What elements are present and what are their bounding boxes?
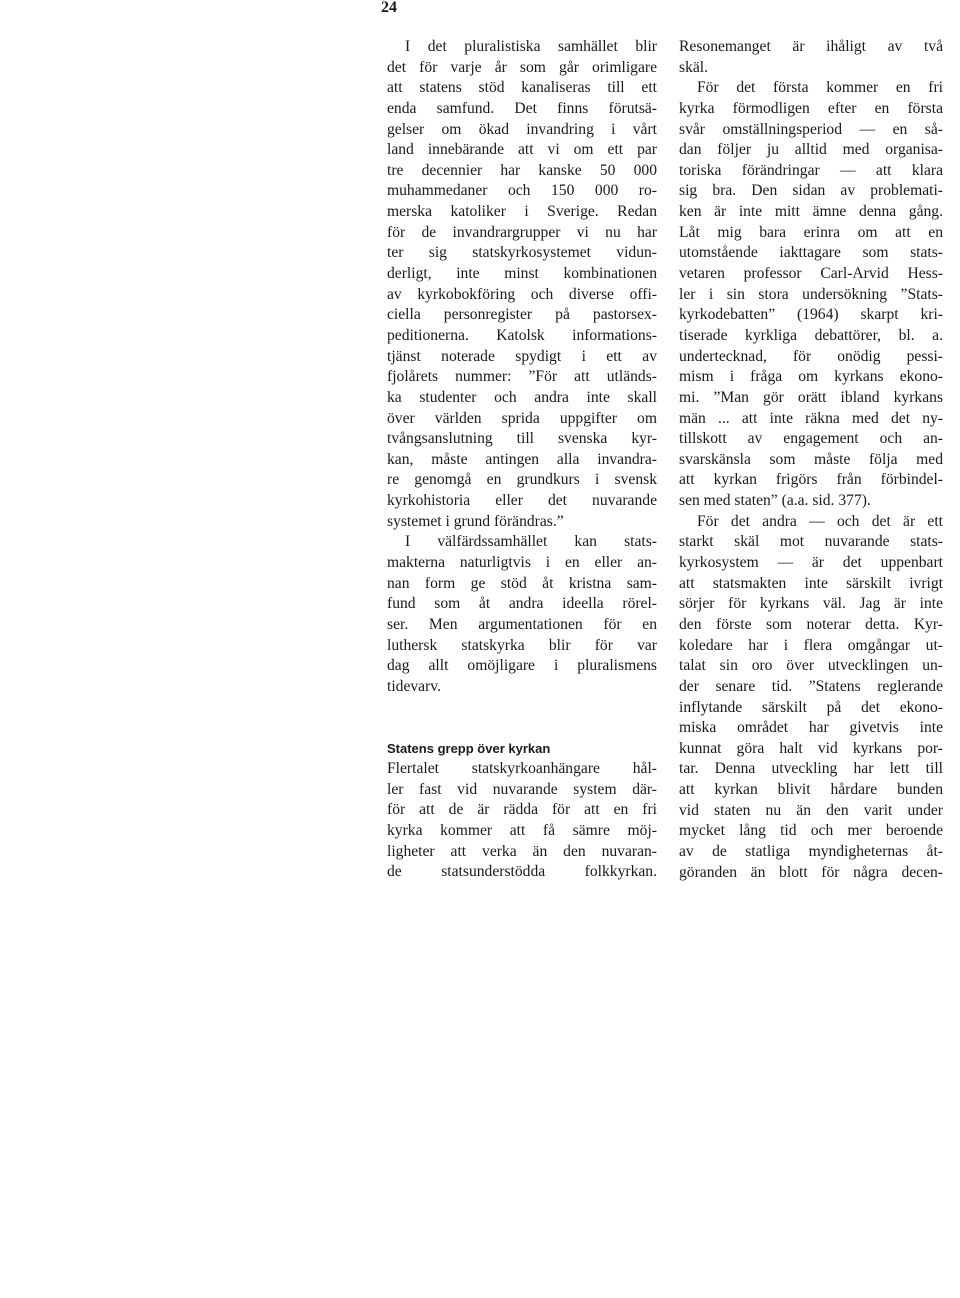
text-line: mism i fråga om kyrkans ekono- (679, 368, 943, 386)
text-line: tar. Denna utveckling har lett till (679, 760, 943, 778)
text-line: ter sig statskyrkosystemet vidun- (387, 244, 657, 262)
text-line: nan form ge stöd åt kristna sam- (387, 574, 657, 592)
text-line: I det pluralistiska samhället blir (405, 38, 657, 55)
text-line: tvångsanslutning till svenska kyr- (387, 430, 657, 448)
text-line: de statsunderstödda folkkyrkan. (387, 863, 657, 881)
text-line: Låt mig bara erinra om att en (679, 223, 943, 241)
text-line: luthersk statskyrka blir för var (387, 636, 657, 654)
text-line: gelser om ökad invandring i vårt (387, 120, 657, 138)
text-line: tiserade kyrkliga debattörer, bl. a. (679, 326, 943, 344)
text-line: att statens stöd kanaliseras till ett (387, 79, 657, 97)
text-line: den förste som noterar detta. Kyr- (679, 615, 943, 633)
text-line: Flertalet statskyrkoanhängare hål- (387, 760, 657, 778)
text-line: inflytande särskilt på det ekono- (679, 698, 943, 716)
paragraph (387, 759, 657, 883)
section-heading: Statens grepp över kyrkan (387, 740, 551, 756)
text-line: der senare tid. ”Statens reglerande (679, 677, 943, 695)
text-line: toriska förändringar — att klara (679, 161, 943, 179)
text-line: av kyrkobokföring och diverse offi- (387, 285, 657, 303)
text-line: män ... att inte räkna med det ny- (679, 409, 943, 427)
text-line: tidevarv. (387, 677, 441, 695)
text-line: det för varje år som går orimligare (387, 58, 657, 76)
text-line: koledare har i flera omgångar ut- (679, 636, 943, 654)
text-line: utomstående iakttagare som stats- (679, 244, 943, 262)
text-line: kyrkohistoria eller det nuvarande (387, 492, 657, 510)
text-line: för de invandrargrupper vi nu har (387, 223, 657, 241)
paragraph (679, 78, 943, 511)
text-line: ser. Men argumentationen för en (387, 615, 657, 633)
text-line: att kyrkan frigörs från förbindel- (679, 471, 943, 489)
text-line: undertecknad, för onödig pessi- (679, 347, 943, 365)
text-line: ligheter att verka än den nuvaran- (387, 842, 657, 860)
text-line: kunnat göra halt vid kyrkans por- (679, 739, 943, 757)
text-line: sig bra. Den sidan av problemati- (679, 182, 943, 200)
text-line: mi. ”Man gör orätt ibland kyrkans (679, 388, 943, 406)
text-line: att kyrkan blivit hårdare bunden (679, 781, 943, 799)
text-line: över världen sprida uppgifter om (387, 409, 657, 427)
text-line: kyrka förmodligen efter en första (679, 99, 943, 117)
text-line: vid staten nu än den varit under (679, 801, 943, 819)
paragraph (679, 37, 943, 78)
text-line: tillskott av engagement och an- (679, 430, 943, 448)
paragraph (387, 37, 657, 532)
text-line: re genomgå en grundkurs i svensk (387, 471, 657, 489)
text-line: göranden än blott för några decen- (679, 863, 943, 881)
text-line: derligt, inte minst kombinationen (387, 265, 657, 283)
text-line: vetaren professor Carl-Arvid Hess- (679, 265, 943, 283)
text-line: skäl. (679, 58, 709, 76)
page-number: 24 (381, 0, 397, 16)
text-line: ken är inte mitt ämne denna gång. (679, 203, 943, 221)
text-line: I välfärdssamhället kan stats- (405, 533, 657, 551)
text-line: peditionerna. Katolsk informations- (387, 326, 657, 344)
text-line: tjänst noterade spydigt i ett av (387, 347, 657, 365)
text-line: svarskänsla som måste följa med (679, 450, 943, 468)
text-line: att statsmakten inte särskilt ivrigt (679, 574, 943, 592)
text-line: kyrkodebatten” (1964) skarpt kri- (679, 306, 943, 324)
text-line: talat sin oro över utvecklingen un- (679, 657, 943, 675)
text-line: dan följer ju alltid med organisa- (679, 141, 943, 159)
text-line: fund som åt andra ideella rörel- (387, 595, 657, 613)
text-line: sen med staten” (a.a. sid. 377). (679, 492, 871, 510)
text-line: svår omställningsperiod — en så- (679, 120, 943, 138)
text-line: miska området har givetvis inte (679, 719, 943, 737)
text-line: muhammedaner och 150 000 ro- (387, 182, 657, 200)
paragraph (387, 532, 657, 697)
text-line: av de statliga myndigheternas åt- (679, 842, 943, 860)
text-line: ciella personregister på pastorsex- (387, 306, 657, 324)
text-line: makterna naturligtvis i en eller an- (387, 554, 657, 572)
text-line: sörjer för kyrkans väl. Jag är inte (679, 595, 943, 613)
section-gap (387, 698, 657, 739)
text-line: för att de är rädda för att en fri (387, 801, 657, 819)
text-line: fjolårets nummer: ”För att utländs- (387, 368, 657, 386)
text-line: kyrkosystem — är det uppenbart (679, 554, 943, 572)
text-line: ler i sin stora undersökning ”Stats- (679, 285, 943, 303)
text-line: ka studenter och andra inte skall (387, 388, 657, 406)
text-line: mycket lång tid och mer beroende (679, 822, 943, 840)
text-line: enda samfund. Det finns förutsä- (387, 99, 657, 117)
left-column (387, 37, 657, 883)
text-line: systemet i grund förändras.” (387, 512, 564, 530)
text-line: starkt skäl mot nuvarande stats- (679, 533, 943, 551)
text-line: merska katoliker i Sverige. Redan (387, 203, 657, 221)
text-line: land innebärande att vi om ett par (387, 141, 657, 159)
text-line: tre decennier har kanske 50 000 (387, 161, 657, 179)
text-line: kan, måste antingen alla invandra- (387, 450, 657, 468)
text-line: dag allt omöjligare i pluralismens (387, 657, 657, 675)
text-line: För det första kommer en fri (697, 79, 943, 97)
text-line: kyrka kommer att få sämre möj- (387, 822, 657, 840)
right-column (679, 37, 943, 883)
text-line: För det andra — och det är ett (697, 512, 943, 530)
text-line: ler fast vid nuvarande system där- (387, 780, 657, 798)
paragraph (679, 512, 943, 884)
text-line: Resonemanget är ihåligt av två (679, 38, 943, 55)
